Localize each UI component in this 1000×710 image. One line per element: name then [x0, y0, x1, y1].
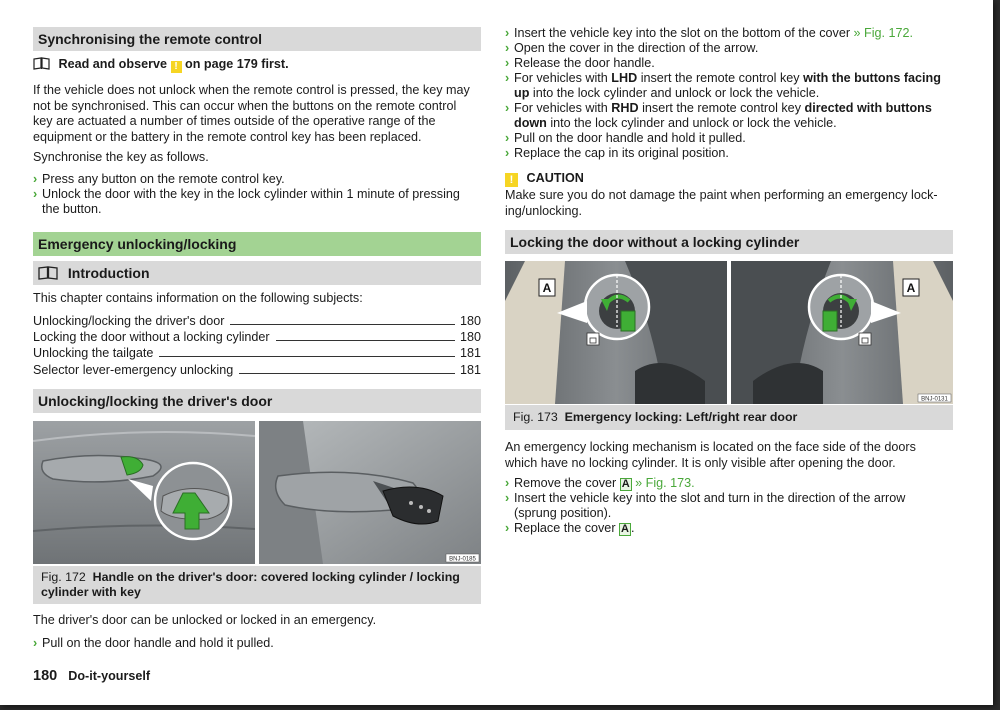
step-insert-key: [505, 26, 913, 41]
section-header-locking: [505, 230, 953, 254]
bullet-arrow-icon: ›: [505, 56, 510, 70]
step-text: (sprung position).: [514, 506, 612, 520]
toc-label[interactable]: Unlocking/locking the driver's door: [33, 313, 230, 329]
bullet-arrow-icon: ›: [33, 636, 38, 650]
sync-step-2: [33, 187, 460, 202]
step-open-cover: [505, 41, 758, 56]
caution-heading: [505, 171, 584, 187]
sync-para-line: not be synchronised. This can occur when the buttons on the remote control: [33, 98, 457, 113]
figure-title: Handle on the driver's door: covered locking cylinder / locking: [92, 570, 460, 584]
warning-icon: !: [505, 173, 518, 187]
page-number: 180: [33, 668, 58, 684]
toc-label[interactable]: Locking the door without a locking cylinder: [33, 329, 276, 345]
read-observe-note: [33, 57, 289, 73]
step-text: Insert the vehicle key into the slot on the bottom of the cover: [514, 26, 851, 40]
bullet-arrow-icon: ›: [505, 71, 510, 85]
cover-a-marker: A: [621, 523, 629, 535]
section-header-emergency: [33, 232, 481, 256]
toc-entry[interactable]: [33, 362, 481, 378]
section-title: Emergency unlocking/locking: [38, 236, 237, 252]
step-bold: down: [514, 116, 547, 130]
book-icon: [33, 57, 50, 70]
toc-page[interactable]: 181: [459, 363, 481, 377]
label-a: A: [542, 281, 552, 295]
bullet-arrow-icon: ›: [505, 41, 510, 55]
figure-title-cont: cylinder with key: [41, 585, 141, 599]
section-header-introduction: [33, 261, 481, 285]
step-text: Pull on the door handle and hold it pulled.: [42, 636, 274, 650]
read-suffix-link[interactable]: on page 179 first.: [185, 57, 289, 71]
step-release-handle: [505, 56, 655, 71]
figure-173-caption: [505, 405, 953, 430]
step-text: Replace the cover: [514, 521, 616, 535]
bullet-arrow-icon: ›: [505, 26, 510, 40]
step-replace-cap: [505, 146, 729, 161]
toc-page[interactable]: 180: [459, 330, 481, 344]
toc-page[interactable]: 181: [459, 346, 481, 360]
bullet-arrow-icon: ›: [505, 491, 510, 505]
section-title: Synchronising the remote control: [38, 31, 263, 47]
bullet-arrow-icon: ›: [505, 101, 510, 115]
section-title: Locking the door without a locking cylinder: [510, 234, 800, 250]
lock-step-1: [505, 476, 695, 491]
driver-paragraph: The driver's door can be unlocked or locked in an emergency.: [33, 613, 377, 627]
sync-paragraph: [33, 83, 481, 145]
step-text: Open the cover in the direction of the arrow.: [514, 41, 759, 55]
caution-line: ing/unlocking.: [505, 203, 583, 218]
bullet-arrow-icon: ›: [505, 476, 510, 490]
lock-para-line: An emergency locking mechanism is located on the face side of the doors: [505, 440, 916, 454]
figure-code: BNJ-0131: [921, 396, 948, 403]
caution-line: Make sure you do not damage the paint when performing an emergency lock-: [505, 188, 938, 202]
section-name: Do-it-yourself: [68, 669, 151, 683]
step-text: Release the door handle.: [514, 56, 655, 70]
step-text: Press any button on the remote control key.: [42, 172, 285, 186]
step-text: the button.: [42, 202, 102, 216]
sync-para-line: equipment or the battery in the remote control key has been replaced.: [33, 129, 422, 144]
step-text: Unlock the door with the key in the lock cylinder within 1 minute of pressing: [42, 187, 460, 201]
figure-172-caption: [33, 566, 481, 604]
section-title: Unlocking/locking the driver's door: [38, 393, 273, 409]
step-bold: with the buttons facing: [803, 71, 941, 85]
step-text: Insert the vehicle key into the slot and turn in the direction of the arrow: [514, 491, 906, 505]
step-text: For vehicles with: [514, 71, 608, 85]
sync-intro: Synchronise the key as follows.: [33, 150, 209, 164]
toc-label[interactable]: Unlocking the tailgate: [33, 345, 159, 361]
lock-step-2: [505, 491, 953, 521]
figure-number: Fig. 172: [41, 570, 86, 584]
lhd-label: LHD: [611, 71, 638, 85]
page-footer: [33, 668, 150, 684]
book-icon: [38, 266, 58, 280]
read-prefix: Read and observe: [58, 57, 167, 71]
driver-step: [33, 636, 274, 651]
warning-icon[interactable]: !: [171, 61, 182, 73]
bullet-arrow-icon: ›: [33, 172, 38, 186]
figure-172-image: [33, 421, 481, 564]
caution-label: CAUTION: [526, 171, 584, 185]
rear-door-illustration: [505, 261, 953, 404]
step-text: into the lock cylinder and unlock or lock the vehicle.: [532, 86, 820, 100]
bullet-arrow-icon: ›: [33, 187, 38, 201]
rhd-label: RHD: [611, 101, 639, 115]
toc-page[interactable]: 180: [459, 314, 481, 328]
sync-para-line: key are actuated a number of times outside of the operative range of the: [33, 114, 436, 128]
lock-paragraph: [505, 440, 953, 471]
toc-entry[interactable]: [33, 329, 481, 345]
door-handle-illustration: [33, 421, 481, 564]
step-bold: up: [514, 86, 530, 100]
toc-entry[interactable]: [33, 313, 481, 329]
fig-173-link[interactable]: » Fig. 173.: [635, 476, 695, 490]
toc-label[interactable]: Selector lever-emergency unlocking: [33, 362, 239, 378]
step-text: Replace the cap in its original position.: [514, 146, 729, 160]
sync-step-2-cont: [33, 202, 102, 217]
step-text: insert the remote control key: [640, 71, 800, 85]
bullet-arrow-icon: ›: [505, 131, 510, 145]
fig-172-link[interactable]: » Fig. 172.: [853, 26, 914, 40]
step-pull-handle: [505, 131, 746, 146]
step-bold: directed with buttons: [804, 101, 932, 115]
step-text: Remove the cover: [514, 476, 617, 490]
lock-step-3: › Replace the cover A .: [505, 521, 635, 535]
figure-code: BNJ-0185: [449, 556, 476, 563]
sync-step-1: [33, 172, 285, 187]
bullet-arrow-icon: ›: [505, 521, 510, 535]
step-text: into the lock cylinder and unlock or lock the vehicle.: [550, 116, 837, 130]
toc-entry[interactable]: [33, 345, 481, 361]
section-header-synchronising: [33, 27, 481, 51]
intro-text: This chapter contains information on the following subjects:: [33, 291, 363, 305]
section-title: Introduction: [67, 265, 150, 281]
figure-173-image: [505, 261, 953, 404]
caution-text: [505, 188, 953, 219]
sync-para-line: If the vehicle does not unlock when the remote control is pressed, the key may: [33, 83, 470, 97]
step-lhd: [505, 71, 953, 101]
label-a: A: [906, 281, 916, 295]
lock-para-line: which have no locking cylinder. It is only visible after opening the door.: [505, 455, 896, 470]
figure-title: Emergency locking: Left/right rear door: [564, 410, 798, 424]
bullet-arrow-icon: ›: [505, 146, 510, 160]
figure-number: Fig. 173: [513, 410, 558, 424]
cover-a-marker: A: [621, 478, 630, 490]
section-header-driver-door: [33, 389, 481, 413]
step-text: For vehicles with: [514, 101, 608, 115]
step-rhd: [505, 101, 953, 131]
step-text: Pull on the door handle and hold it pulled.: [514, 131, 746, 145]
step-text: insert the remote control key: [642, 101, 801, 115]
